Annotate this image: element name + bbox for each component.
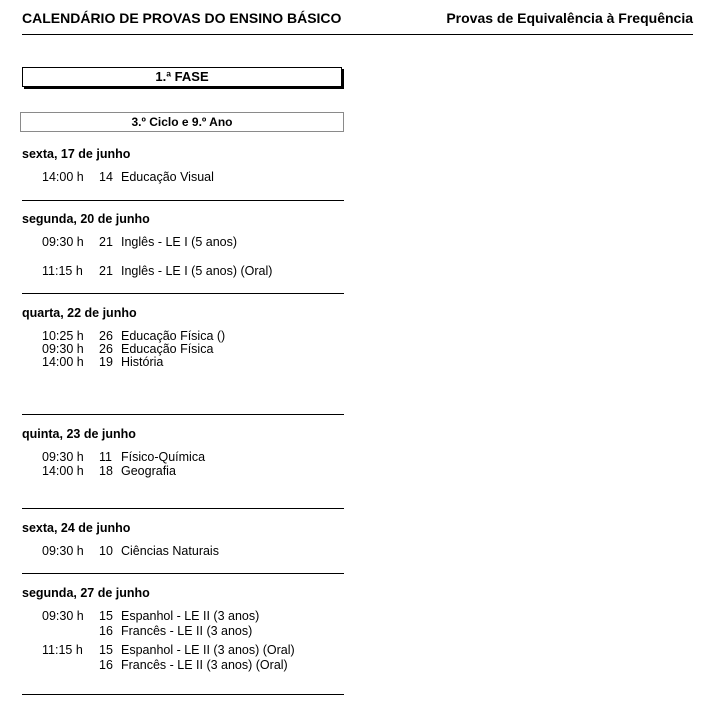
exam-name: Inglês - LE I (5 anos) (Oral)	[121, 264, 273, 278]
slot-time: 14:00 h	[42, 355, 84, 369]
slot-time: 09:30 h	[42, 609, 84, 623]
exam-name: Francês - LE II (3 anos) (Oral)	[121, 658, 288, 672]
day-block	[22, 147, 344, 184]
exam-name: Geografia	[121, 464, 176, 478]
exam-name: Educação Física ()	[121, 329, 226, 343]
day-block	[22, 306, 344, 369]
document-subtitle: Provas de Equivalência à Frequência	[446, 10, 693, 26]
day-separator	[22, 293, 344, 294]
exam-entry	[99, 643, 295, 658]
exam-entry	[99, 544, 219, 559]
exam-name: Espanhol - LE II (3 anos)	[121, 609, 260, 623]
page-header	[22, 10, 693, 35]
slot-time: 09:30 h	[42, 450, 84, 464]
day-date: segunda, 20 de junho	[22, 212, 150, 226]
day-date: sexta, 17 de junho	[22, 147, 131, 161]
exam-code: 16	[99, 624, 113, 638]
day-separator	[22, 508, 344, 509]
document-title: CALENDÁRIO DE PROVAS DO ENSINO BÁSICO	[22, 10, 342, 26]
exam-name: Educação Física	[121, 342, 214, 356]
slot-time: 11:15 h	[42, 264, 83, 278]
day-separator	[22, 573, 344, 574]
day-block	[22, 427, 344, 478]
day-date: segunda, 27 de junho	[22, 586, 150, 600]
slot-time: 09:30 h	[42, 235, 84, 249]
day-block	[22, 212, 344, 278]
day-date: sexta, 24 de junho	[22, 521, 131, 535]
cycle-heading: 3.º Ciclo e 9.º Ano	[20, 112, 344, 132]
day-block	[22, 586, 344, 672]
exam-code: 18	[99, 464, 113, 478]
exam-entry	[99, 450, 205, 465]
exam-code: 21	[99, 264, 113, 278]
exam-name: Educação Visual	[121, 170, 214, 184]
exam-code: 26	[99, 342, 113, 356]
exam-code: 11	[99, 450, 112, 464]
exam-entry	[99, 609, 259, 624]
exam-code: 16	[99, 658, 113, 672]
slot-time: 09:30 h	[42, 544, 84, 558]
exam-name: História	[121, 355, 164, 369]
exam-name: Espanhol - LE II (3 anos) (Oral)	[121, 643, 295, 657]
exam-code: 15	[99, 609, 113, 623]
phase-heading: 1.ª FASE	[22, 67, 342, 87]
exam-code: 10	[99, 544, 113, 558]
exam-entry	[99, 264, 272, 279]
day-block	[22, 521, 344, 558]
exam-name: Físico-Química	[121, 450, 206, 464]
exam-entry	[99, 170, 214, 185]
exam-code: 15	[99, 643, 113, 657]
exam-entry	[99, 464, 176, 479]
slot-time: 14:00 h	[42, 170, 84, 184]
exam-code: 14	[99, 170, 113, 184]
exam-name: Ciências Naturais	[121, 544, 219, 558]
exam-code: 21	[99, 235, 113, 249]
day-separator	[22, 200, 344, 201]
exam-entry	[99, 355, 163, 370]
slot-time: 10:25 h	[42, 329, 84, 343]
exam-name: Inglês - LE I (5 anos)	[121, 235, 238, 249]
exam-entry	[99, 658, 288, 673]
exam-entry	[99, 624, 252, 639]
exam-code: 26	[99, 329, 113, 343]
exam-entry	[99, 235, 237, 250]
slot-time: 09:30 h	[42, 342, 84, 356]
exam-code: 19	[99, 355, 113, 369]
slot-time: 11:15 h	[42, 643, 83, 657]
exam-name: Francês - LE II (3 anos)	[121, 624, 253, 638]
day-separator	[22, 414, 344, 415]
day-date: quarta, 22 de junho	[22, 306, 137, 320]
day-date: quinta, 23 de junho	[22, 427, 136, 441]
slot-time: 14:00 h	[42, 464, 84, 478]
day-separator	[22, 694, 344, 695]
